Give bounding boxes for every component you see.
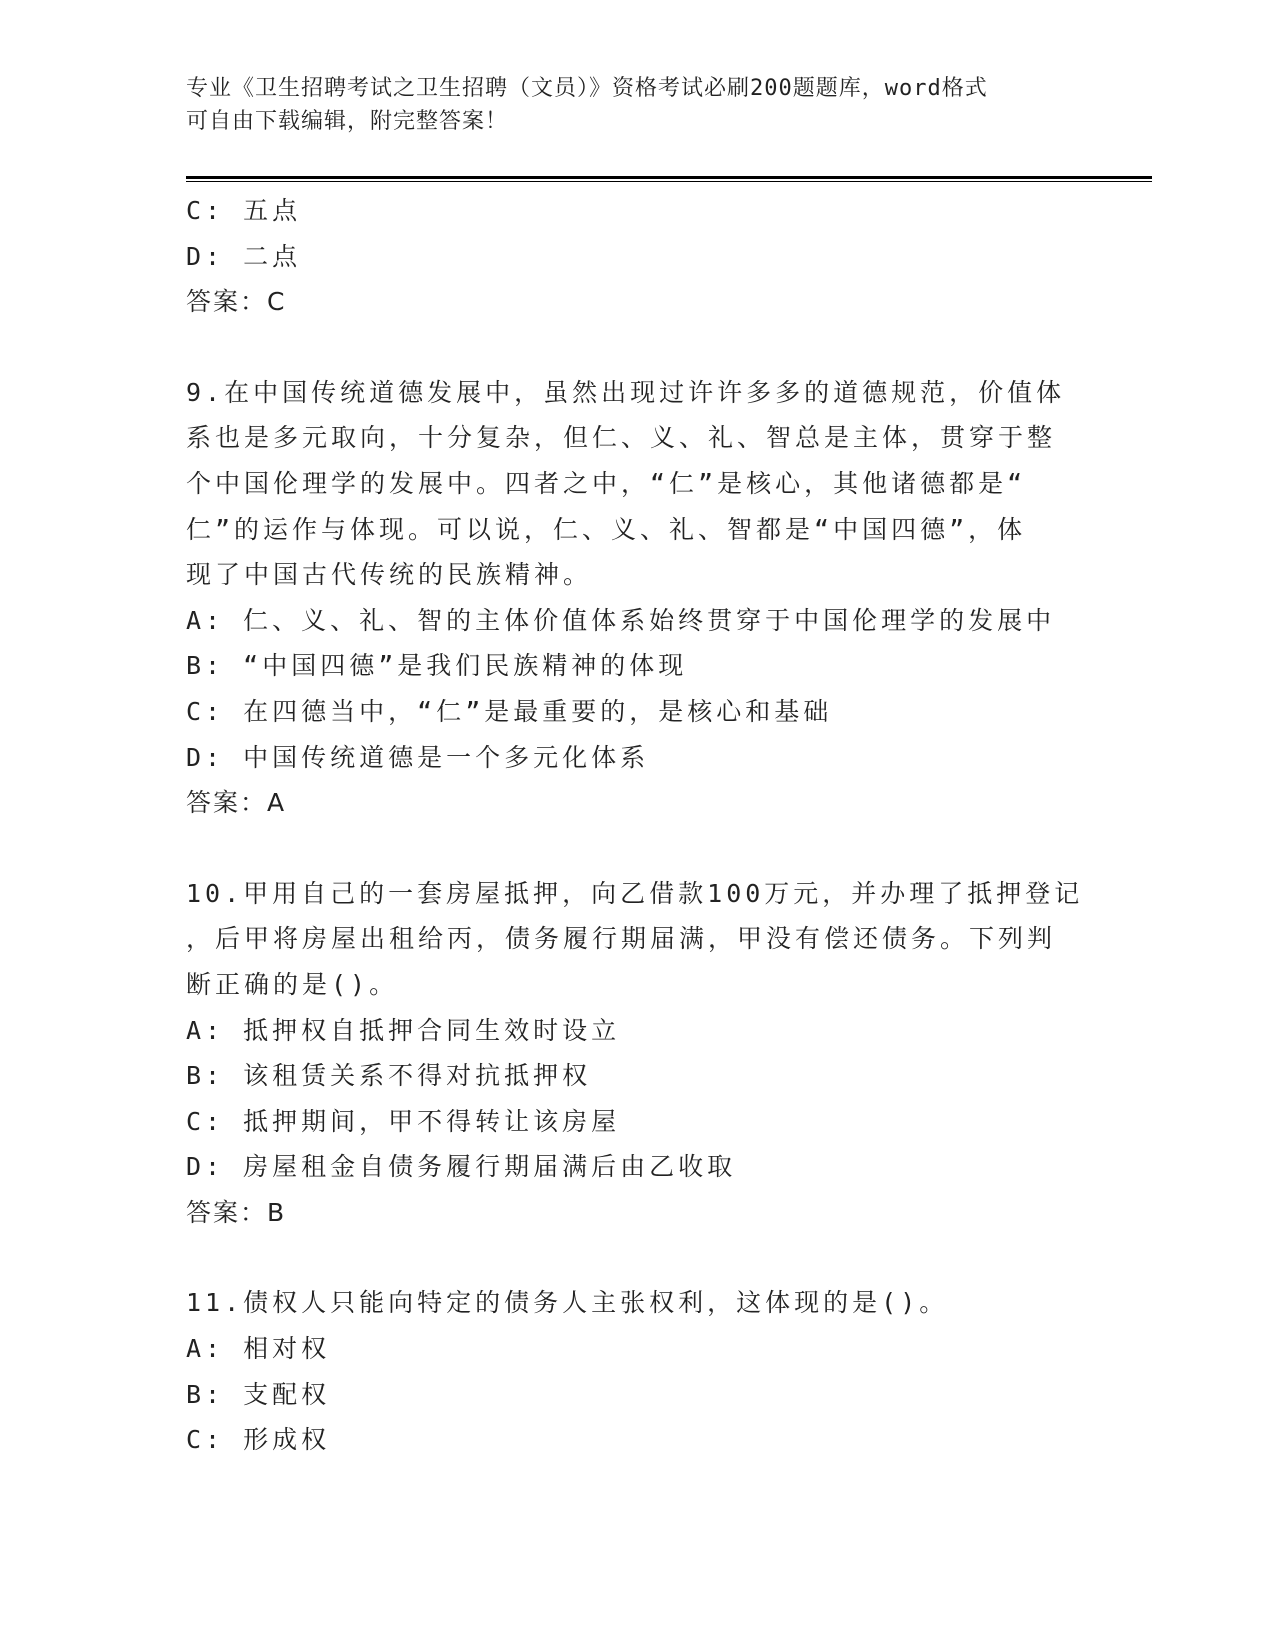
option-b: B: “中国四德”是我们民族精神的体现 — [186, 651, 688, 681]
option-c: C: 抵押期间，甲不得转让该房屋 — [186, 1106, 621, 1136]
spacer — [186, 826, 1086, 871]
option-d: D: 二点 — [186, 241, 302, 271]
spacer — [186, 325, 1086, 370]
option-a: A: 相对权 — [186, 1334, 331, 1364]
question-stem-line: 现了中国古代传统的民族精神。 — [186, 560, 593, 590]
option-b: B: 支配权 — [186, 1379, 331, 1409]
answer-line: 答案：A — [186, 788, 287, 818]
question-stem-line: 仁”的运作与体现。可以说，仁、义、礼、智都是“中国四德”，体 — [186, 514, 1027, 544]
question-11 — [186, 1280, 1086, 1462]
question-stem-line: 9.在中国传统道德发展中，虽然出现过许许多多的道德规范，价值体 — [186, 377, 1066, 407]
option-d: D: 房屋租金自债务履行期届满后由乙收取 — [186, 1152, 737, 1182]
answer-line: 答案：C — [186, 287, 287, 317]
question-10 — [186, 871, 1086, 1236]
option-c: C: 五点 — [186, 196, 302, 225]
document-header — [186, 72, 1066, 138]
question-stem-line: 系也是多元取向，十分复杂，但仁、义、礼、智总是主体，贯穿于整 — [186, 423, 1057, 453]
option-b: B: 该租赁关系不得对抗抵押权 — [186, 1061, 592, 1091]
option-c: C: 在四德当中，“仁”是最重要的，是核心和基础 — [186, 696, 833, 726]
option-c: C: 形成权 — [186, 1425, 331, 1455]
question-stem-line: ，后甲将房屋出租给丙，债务履行期届满，甲没有偿还债务。下列判 — [186, 924, 1057, 954]
option-d: D: 中国传统道德是一个多元化体系 — [186, 742, 650, 772]
question-9 — [186, 370, 1086, 826]
answer-line: 答案：B — [186, 1197, 287, 1227]
header-rule-thin — [186, 181, 1152, 182]
header-line-2: 可自由下载编辑，附完整答案！ — [186, 109, 509, 134]
prev-question — [186, 188, 1086, 325]
question-stem-line: 个中国伦理学的发展中。四者之中，“仁”是核心，其他诸德都是“ — [186, 468, 1027, 498]
question-stem-line: 10.甲用自己的一套房屋抵押，向乙借款100万元，并办理了抵押登记 — [186, 878, 1084, 908]
spacer — [186, 1235, 1086, 1280]
option-a: A: 抵押权自抵押合同生效时设立 — [186, 1015, 621, 1045]
document-body — [186, 188, 1086, 1463]
option-a: A: 仁、义、礼、智的主体价值体系始终贯穿于中国伦理学的发展中 — [186, 605, 1056, 635]
header-line-1: 专业《卫生招聘考试之卫生招聘（文员）》资格考试必刷200题题库，word格式 — [186, 76, 988, 101]
header-rule-thick — [186, 176, 1152, 179]
question-stem-line: 11.债权人只能向特定的债务人主张权利，这体现的是()。 — [186, 1288, 949, 1318]
question-stem-line: 断正确的是()。 — [186, 969, 399, 999]
